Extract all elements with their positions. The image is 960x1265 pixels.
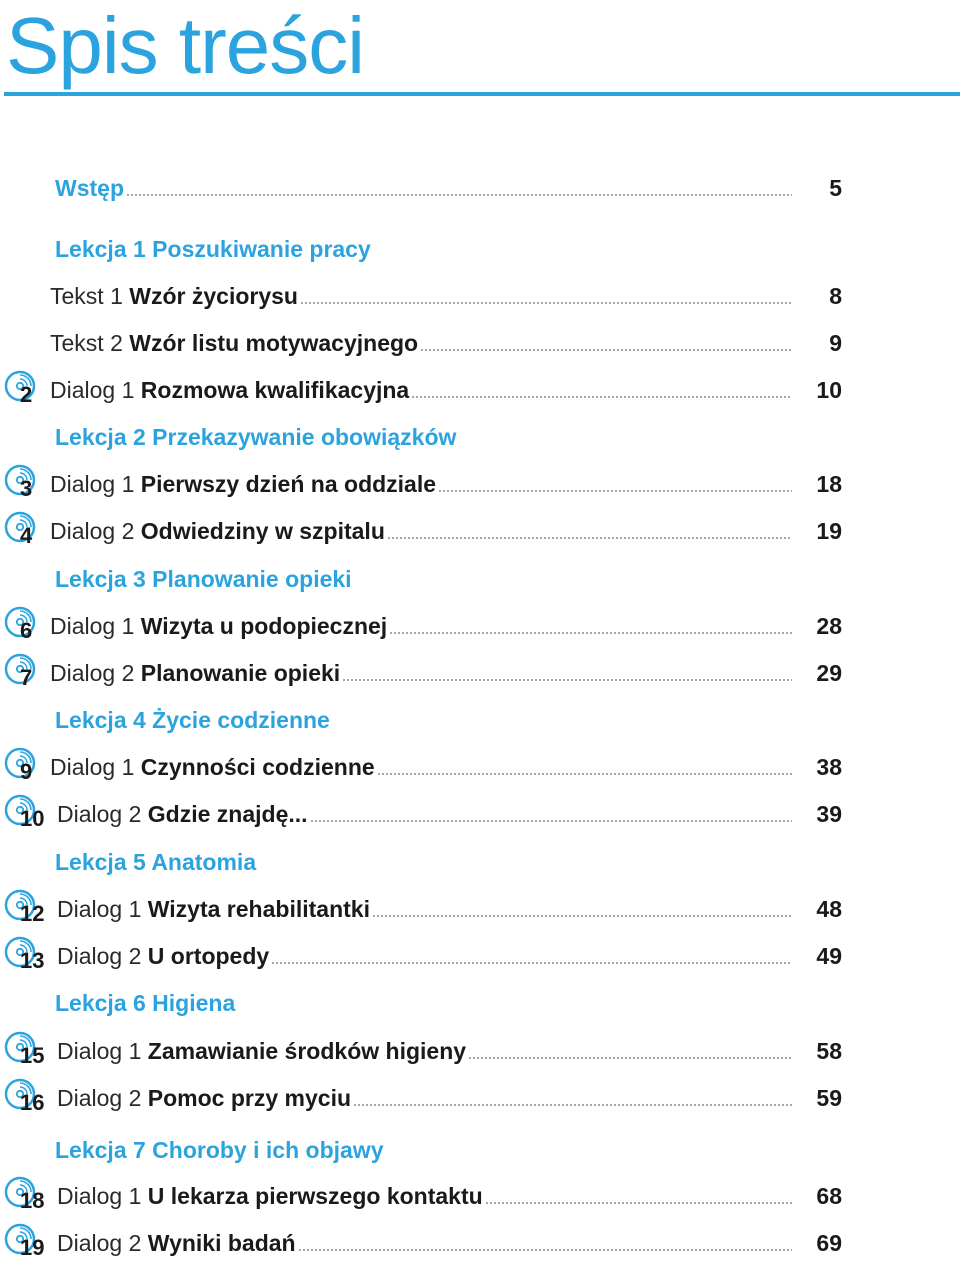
entry[interactable] [50, 513, 794, 549]
lesson-heading-6[interactable] [0, 985, 960, 1025]
toc-entry-dialog[interactable] [0, 372, 960, 412]
dot-leader [298, 1249, 792, 1251]
track-number: 12 [20, 901, 45, 926]
page-number: 10 [816, 377, 842, 403]
page-number: 28 [816, 613, 842, 639]
entry-kind: Dialog 1 [50, 754, 141, 780]
dot-leader [485, 1202, 792, 1204]
entry-title: Wzór listu motywacyjnego [129, 330, 419, 356]
entry-title: Gdzie znajdę... [147, 801, 308, 827]
entry-kind: Tekst 2 [50, 330, 130, 356]
entry-kind: Dialog 1 [57, 1038, 148, 1064]
entry[interactable] [57, 1033, 794, 1069]
cd-icon[interactable] [4, 747, 50, 785]
track-number: 7 [20, 665, 33, 690]
entry[interactable] [57, 938, 794, 974]
entry-title: Czynności codzienne [140, 754, 375, 780]
track-number: 3 [20, 476, 33, 501]
entry[interactable] [50, 608, 794, 644]
toc-entry-dialog[interactable] [0, 891, 960, 931]
entry-title: U lekarza pierwszego kontaktu [147, 1183, 483, 1209]
intro-label: Wstęp [55, 175, 124, 201]
toc-entry-dialog[interactable] [0, 466, 960, 506]
toc-entry-dialog[interactable] [0, 796, 960, 836]
page-number: 9 [829, 330, 842, 356]
entry[interactable] [50, 749, 794, 785]
cd-icon[interactable] [4, 794, 50, 832]
lesson-heading-2[interactable] [0, 419, 960, 459]
track-number: 18 [20, 1188, 45, 1213]
entry-kind: Dialog 1 [50, 377, 141, 403]
toc-entry-dialog[interactable] [0, 1178, 960, 1218]
cd-icon[interactable] [4, 936, 50, 974]
page-number: 58 [816, 1038, 842, 1064]
dot-leader [271, 962, 792, 964]
entry[interactable] [57, 891, 794, 927]
page-number: 39 [816, 801, 842, 827]
cd-icon[interactable] [4, 1031, 50, 1069]
entry[interactable] [50, 466, 794, 502]
entry-title: Planowanie opieki [140, 660, 341, 686]
entry[interactable] [50, 278, 794, 314]
toc-entry-text-1[interactable] [0, 278, 960, 318]
lesson-title: Lekcja 1 Poszukiwanie pracy [55, 236, 371, 262]
lesson-heading-3[interactable] [0, 561, 960, 601]
track-number: 4 [20, 523, 33, 548]
lesson-title: Lekcja 6 Higiena [55, 990, 236, 1016]
track-number: 16 [20, 1090, 45, 1115]
dot-leader [420, 349, 792, 351]
lesson-heading-4[interactable] [0, 702, 960, 742]
lesson-heading-7[interactable] [0, 1132, 960, 1172]
lesson-title: Lekcja 2 Przekazywanie obowiązków [55, 424, 457, 450]
dot-leader [372, 915, 792, 917]
cd-icon[interactable] [4, 1176, 50, 1214]
entry-title: Odwiedziny w szpitalu [140, 518, 385, 544]
toc-entry-dialog[interactable] [0, 938, 960, 978]
dot-leader [389, 632, 792, 634]
page-number: 48 [816, 896, 842, 922]
cd-icon[interactable] [4, 606, 50, 644]
entry[interactable] [57, 1178, 794, 1214]
entry-title: U ortopedy [147, 943, 270, 969]
dot-leader [438, 490, 792, 492]
page-number: 18 [816, 471, 842, 497]
cd-icon[interactable] [4, 653, 50, 691]
lesson-title: Lekcja 7 Choroby i ich objawy [55, 1137, 384, 1163]
entry-title: Wizyta rehabilitantki [147, 896, 370, 922]
toc-entry-dialog[interactable] [0, 749, 960, 789]
page-number: 59 [816, 1085, 842, 1111]
entry-kind: Tekst 1 [50, 283, 130, 309]
entry-kind: Dialog 1 [50, 613, 141, 639]
entry-kind: Dialog 1 [50, 471, 141, 497]
page-number: 49 [816, 943, 842, 969]
track-number: 9 [20, 759, 33, 784]
dot-leader [353, 1104, 792, 1106]
entry-kind: Dialog 2 [50, 518, 141, 544]
entry[interactable] [57, 796, 794, 832]
page-number: 19 [816, 518, 842, 544]
dot-leader [387, 537, 792, 539]
toc-entry-dialog[interactable] [0, 513, 960, 553]
toc-entry-dialog[interactable] [0, 1033, 960, 1073]
toc-entry-dialog[interactable] [0, 1225, 960, 1265]
track-number: 13 [20, 948, 45, 973]
toc-entry-dialog[interactable] [0, 608, 960, 648]
page-number: 38 [816, 754, 842, 780]
cd-icon[interactable] [4, 464, 50, 502]
page-number: 69 [816, 1230, 842, 1256]
dot-leader [468, 1057, 792, 1059]
entry[interactable] [57, 1225, 794, 1261]
entry[interactable] [50, 325, 794, 361]
page-number: 5 [829, 175, 842, 201]
entry-title: Pomoc przy myciu [147, 1085, 352, 1111]
dot-leader [342, 679, 792, 681]
entry-kind: Dialog 1 [57, 896, 148, 922]
dot-leader [411, 396, 792, 398]
toc-entry-dialog[interactable] [0, 1080, 960, 1120]
entry[interactable] [57, 1080, 794, 1116]
cd-icon[interactable] [4, 1223, 50, 1261]
entry-kind: Dialog 2 [57, 943, 148, 969]
track-number: 2 [20, 382, 33, 407]
entry-title: Wizyta u podopiecznej [140, 613, 388, 639]
entry[interactable] [50, 655, 794, 691]
track-number: 6 [20, 618, 33, 643]
entry-kind: Dialog 2 [57, 801, 148, 827]
page-number: 8 [829, 283, 842, 309]
toc-intro-row[interactable] [0, 170, 960, 210]
entry-title: Wyniki badań [147, 1230, 296, 1256]
entry-title: Pierwszy dzień na oddziale [140, 471, 437, 497]
entry-kind: Dialog 2 [57, 1085, 148, 1111]
entry-title: Zamawianie środków higieny [147, 1038, 467, 1064]
dot-leader [310, 820, 792, 822]
entry-kind: Dialog 1 [57, 1183, 148, 1209]
page-number: 29 [816, 660, 842, 686]
track-number: 10 [20, 806, 45, 831]
lesson-heading-1[interactable] [0, 231, 960, 271]
page-title: Spis treści [6, 1, 364, 90]
cd-icon[interactable] [4, 1078, 50, 1116]
entry-kind: Dialog 2 [57, 1230, 148, 1256]
dot-leader [126, 194, 792, 196]
dot-leader [377, 773, 792, 775]
entry-title: Rozmowa kwalifikacyjna [140, 377, 410, 403]
lesson-title: Lekcja 3 Planowanie opieki [55, 566, 352, 592]
intro-entry[interactable] [55, 170, 794, 206]
page-number: 68 [816, 1183, 842, 1209]
cd-icon[interactable] [4, 889, 50, 927]
lesson-title: Lekcja 4 Życie codzienne [55, 707, 330, 733]
toc-entry-dialog[interactable] [0, 655, 960, 695]
dot-leader [300, 302, 792, 304]
lesson-title: Lekcja 5 Anatomia [55, 849, 257, 875]
entry-title: Wzór życiorysu [129, 283, 298, 309]
entry-kind: Dialog 2 [50, 660, 141, 686]
track-number: 15 [20, 1043, 45, 1068]
cd-icon[interactable] [4, 511, 50, 549]
cd-icon[interactable] [4, 370, 50, 408]
track-number: 19 [20, 1235, 45, 1260]
entry[interactable] [50, 372, 794, 408]
toc-entry-text-2[interactable] [0, 325, 960, 365]
lesson-heading-5[interactable] [0, 844, 960, 884]
